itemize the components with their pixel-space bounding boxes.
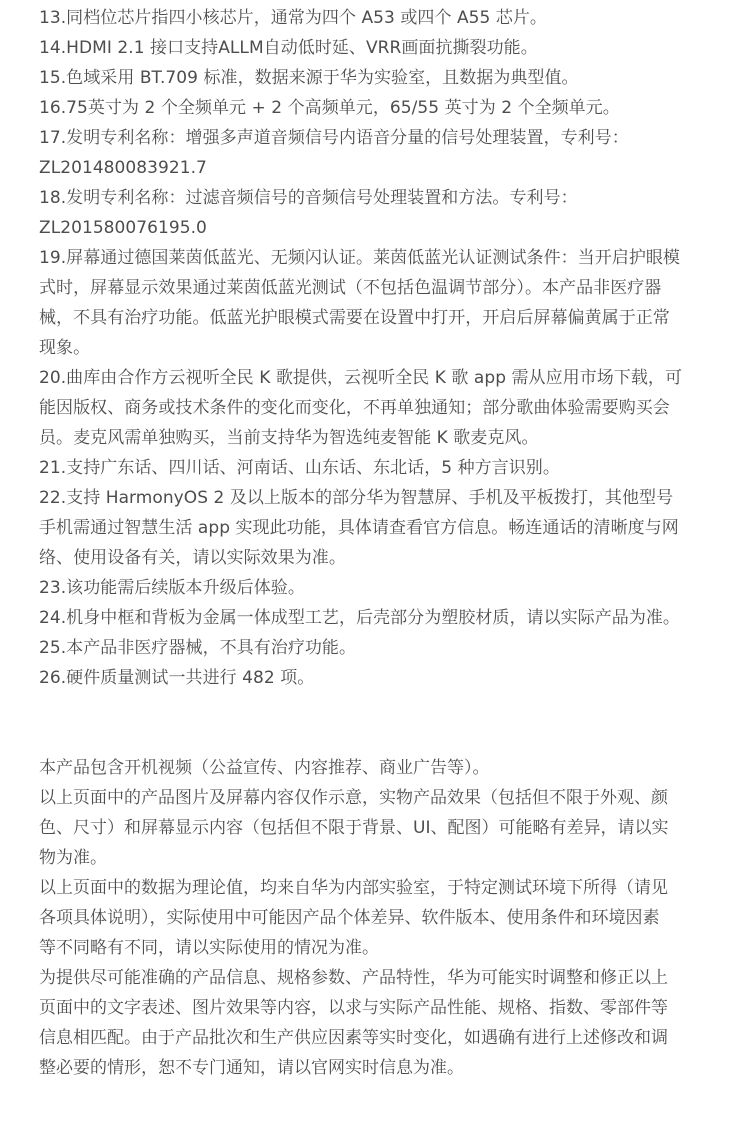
disclaimer-line: 物为准。: [39, 848, 107, 868]
footnote-line: 能因版权、商务或技术条件的变化而变化，不再单独通知；部分歌曲体验需要购买会: [39, 398, 670, 418]
disclaimer-line: 信息相匹配。由于产品批次和生产供应因素等实时变化，如遇确有进行上述修改和调: [39, 1028, 668, 1048]
disclaimer-line: 各项具体说明），实际使用中可能因产品个体差异、软件版本、使用条件和环境因素: [39, 908, 660, 928]
footnote-line: 械，不具有治疗功能。低蓝光护眼模式需要在设置中打开，开启后屏幕偏黄属于正常: [39, 308, 670, 328]
footnote-line: 21.支持广东话、四川话、河南话、山东话、东北话，5 种方言识别。: [39, 458, 560, 478]
footnote-line: 16.75英寸为 2 个全频单元 + 2 个高频单元，65/55 英寸为 2 个全频单元。: [39, 98, 620, 118]
footnote-line: 26.硬件质量测试一共进行 482 项。: [39, 668, 315, 688]
footnote-line: 24.机身中框和背板为金属一体成型工艺，后壳部分为塑胶材质，请以实际产品为准。: [39, 608, 680, 628]
footnote-line: 20.曲库由合作方云视听全民 K 歌提供，云视听全民 K 歌 app 需从应用市场下载，可: [39, 368, 683, 388]
footnote-line: 15.色域采用 BT.709 标准，数据来源于华为实验室，且数据为典型值。: [39, 68, 579, 88]
footnote-line: 络、使用设备有关，请以实际效果为准。: [39, 548, 346, 568]
footnote-line: 现象。: [39, 338, 91, 358]
disclaimer-line: 本产品包含开机视频（公益宣传、内容推荐、商业广告等）。: [39, 758, 490, 778]
footnote-line: 22.支持 HarmonyOS 2 及以上版本的部分华为智慧屏、手机及平板拨打，其他型号: [39, 488, 674, 508]
footnote-line: 13.同档位芯片指四小核芯片，通常为四个 A53 或四个 A55 芯片。: [39, 8, 547, 28]
footnote-line: 23.该功能需后续版本升级后体验。: [39, 578, 305, 598]
footnote-line: 17.发明专利名称：增强多声道音频信号内语音分量的信号处理装置，专利号：: [39, 128, 629, 148]
disclaimer-line: 整必要的情形，恕不专门通知，请以官网实时信息为准。: [39, 1058, 464, 1078]
footnotes-list: [0, 3, 750, 693]
footnote-line: 式时，屏幕显示效果通过莱茵低蓝光测试（不包括色温调节部分）。本产品非医疗器: [39, 278, 662, 298]
disclaimer-line: 以上页面中的产品图片及屏幕内容仅作示意，实物产品效果（包括但不限于外观、颜: [39, 788, 668, 808]
footnote-line: 18.发明专利名称：过滤音频信号的音频信号处理装置和方法。专利号：: [39, 188, 578, 208]
disclaimer-line: 以上页面中的数据为理论值，均来自华为内部实验室，于特定测试环境下所得（请见: [39, 878, 668, 898]
footnote-line: ZL201480083921.7: [39, 158, 207, 178]
disclaimer-section: [0, 753, 750, 1083]
disclaimer-line: 色、尺寸）和屏幕显示内容（包括但不限于背景、UI、配图）可能略有差异，请以实: [39, 818, 669, 838]
footnote-line: 员。麦克风需单独购买，当前支持华为智选纯麦智能 K 歌麦克风。: [39, 428, 539, 448]
footnote-line: 14.HDMI 2.1 接口支持ALLM自动低时延、VRR画面抗撕裂功能。: [39, 38, 538, 58]
footnote-line: ZL201580076195.0: [39, 218, 207, 238]
footnote-line: 手机需通过智慧生活 app 实现此功能，具体请查看官方信息。畅连通话的清晰度与网: [39, 518, 679, 538]
disclaimer-line: 页面中的文字表述、图片效果等内容，以求与实际产品性能、规格、指数、零部件等: [39, 998, 668, 1018]
footnote-line: 19.屏幕通过德国莱茵低蓝光、无频闪认证。莱茵低蓝光认证测试条件：当开启护眼模: [39, 248, 680, 268]
footnote-line: 25.本产品非医疗器械，不具有治疗功能。: [39, 638, 357, 658]
disclaimer-line: 等不同略有不同，请以实际使用的情况为准。: [39, 938, 379, 958]
disclaimer-line: 为提供尽可能准确的产品信息、规格参数、产品特性，华为可能实时调整和修正以上: [39, 968, 668, 988]
